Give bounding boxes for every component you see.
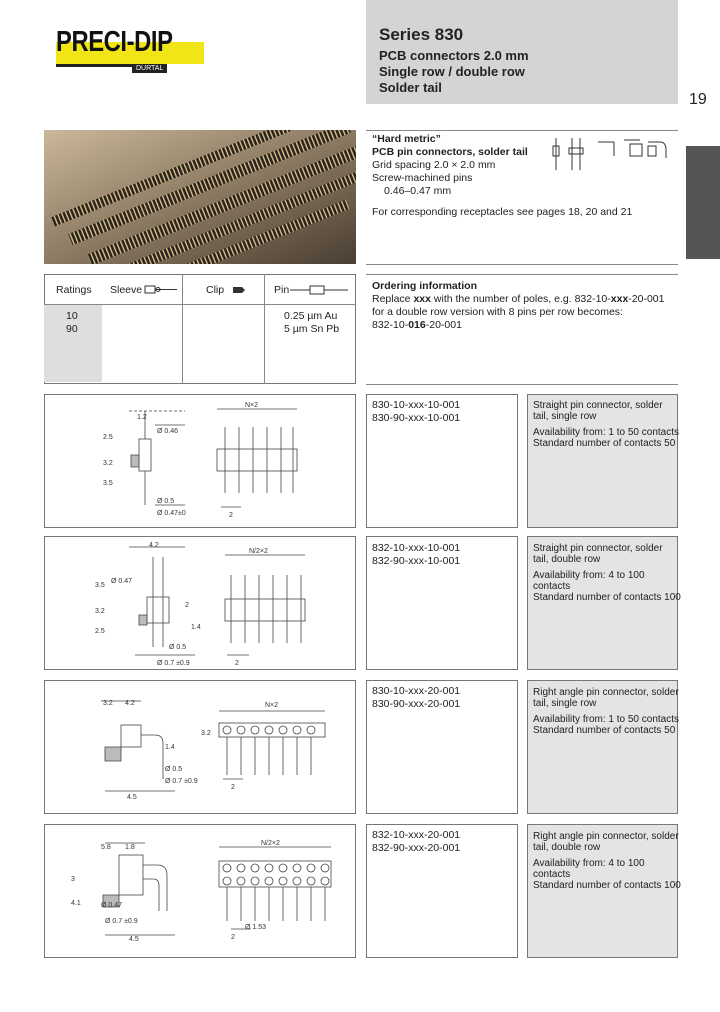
p2-dim-e: Ø 0.5: [169, 644, 187, 651]
intro-subtitle: PCB pin connectors, solder tail: [372, 146, 528, 158]
p4-dim-e: Ø 0.7 ±0.9: [105, 918, 138, 925]
logo-sub: DURTAL: [132, 64, 167, 73]
product-1-desc-2: tail, single row: [533, 411, 597, 422]
header-line-1: PCB connectors 2.0 mm: [379, 48, 529, 63]
p3-dim-c: 1.4: [165, 744, 175, 751]
p1-dim-f: Ø 0.47±0: [157, 510, 186, 517]
logo-underline: [56, 64, 132, 67]
product-2-drawing: [44, 536, 356, 670]
product-1-standard: Standard number of contacts 50: [533, 438, 676, 449]
product-4-part-10: 832-10-xxx-20-001: [372, 829, 461, 841]
product-1-availability: Availability from: 1 to 50 contacts: [533, 427, 679, 438]
p3-dim-f: 4.5: [127, 794, 137, 801]
p3-dim-a: 4.2: [125, 700, 135, 707]
pin-plating-au: 0.25 µm Au: [284, 310, 338, 322]
ordering-line-2: for a double row version with 8 pins per row becomes:: [372, 306, 623, 318]
product-2-availability: Availability from: 4 to 100: [533, 570, 645, 581]
p1-dim-d: Ø 0.5: [157, 498, 175, 505]
p2-dim-top: 4.2: [149, 542, 159, 549]
product-1-part-90: 830-90-xxx-10-001: [372, 412, 461, 424]
product-2-standard: Standard number of contacts 100: [533, 592, 681, 603]
page-number: 19: [689, 91, 707, 108]
p4-dim-top: 5.8: [101, 844, 111, 851]
intro-title: “Hard metric”: [372, 133, 441, 145]
sleeve-header: Sleeve: [110, 284, 143, 296]
pin-icon: [290, 284, 350, 296]
product-4-desc-1: Right angle pin connector, solder: [533, 831, 679, 842]
product-3-desc-2: tail, single row: [533, 698, 597, 709]
p4-dim-a: 1.8: [125, 844, 135, 851]
pin-header: Pin: [274, 284, 290, 296]
p1-dim-b: 3.2: [103, 460, 113, 467]
rating-code-10: 10: [66, 310, 78, 322]
ordering-line-1: Replace xxx with the number of poles, e.g. 832-10-xxx-20-001: [372, 293, 665, 305]
product-3-part-10: 830-10-xxx-20-001: [372, 685, 461, 697]
clip-header: Clip: [206, 284, 225, 296]
intro-grid: Grid spacing 2.0 × 2.0 mm: [372, 159, 496, 171]
product-1-part-10: 830-10-xxx-10-001: [372, 399, 461, 411]
sleeve-icon: [144, 284, 178, 296]
p2-dim-i: 1.4: [191, 624, 201, 631]
logo: PRECI-DIP: [56, 26, 173, 58]
p3-dim-g: 2: [231, 784, 235, 791]
p1-dim-a: 2.5: [103, 434, 113, 441]
ordering-line-3: 832-10-016-20-001: [372, 319, 462, 331]
intro-note: For corresponding receptacles see pages 18, 20 and 21: [372, 206, 633, 218]
product-4-availability-2: contacts: [533, 869, 571, 880]
product-3-drawing: [44, 680, 356, 814]
p4-dim-c: 4.1: [71, 900, 81, 907]
pin-plating-snpb: 5 µm Sn Pb: [284, 323, 340, 335]
p3-dim-h: N×2: [265, 702, 279, 709]
product-4-part-90: 832-90-xxx-20-001: [372, 842, 461, 854]
p2-dim-f: Ø 0.7 ±0.9: [157, 660, 190, 667]
p3-dim-top: 3.2: [103, 700, 113, 707]
header-line-2: Single row / double row: [379, 64, 525, 79]
p3-dim-d: Ø 0.5: [165, 766, 183, 773]
p4-dim-g: 2: [231, 934, 235, 941]
intro-pins: Screw-machined pins: [372, 172, 473, 184]
product-1-desc-1: Straight pin connector, solder: [533, 400, 663, 411]
ordering-title: Ordering information: [372, 280, 477, 292]
p2-dim-c: 2.5: [95, 628, 105, 635]
clip-icon: [232, 285, 246, 295]
p1-dim-c: 3.5: [103, 480, 113, 487]
p2-dim-d: Ø 0.47: [111, 578, 133, 585]
product-4-availability: Availability from: 4 to 100: [533, 858, 645, 869]
p1-dim-g: 2: [229, 512, 233, 519]
p1-dim-e: Ø 0.46: [157, 428, 179, 435]
ratings-header: Ratings: [56, 284, 92, 296]
ordering-bottom-rule: [366, 384, 678, 385]
p2-dim-b: 3.2: [95, 608, 105, 615]
rating-code-90: 90: [66, 323, 78, 335]
pin-variants-icon: [548, 132, 678, 174]
product-photo: [44, 130, 356, 264]
product-4-standard: Standard number of contacts 100: [533, 880, 681, 891]
ordering-top-rule: [366, 274, 678, 275]
product-3-availability: Availability from: 1 to 50 contacts: [533, 714, 679, 725]
product-4-desc-2: tail, double row: [533, 842, 601, 853]
intro-top-rule: [366, 130, 678, 131]
p2-dim-a: 3.5: [95, 582, 105, 589]
p4-dim-b: 3: [71, 876, 75, 883]
intro-diameter: 0.46–0.47 mm: [384, 185, 452, 197]
p3-dim-b: 3.2: [201, 730, 211, 737]
p4-dim-h: N/2×2: [261, 840, 280, 847]
p1-dim-top: 1.2: [137, 414, 147, 421]
product-3-desc-1: Right angle pin connector, solder: [533, 687, 679, 698]
product-2-part-90: 832-90-xxx-10-001: [372, 555, 461, 567]
p3-dim-e: Ø 0.7 ±0.9: [165, 778, 198, 785]
p4-dim-f: 4.5: [129, 936, 139, 943]
product-2-desc-1: Straight pin connector, solder: [533, 543, 663, 554]
product-2-availability-2: contacts: [533, 581, 571, 592]
p2-dim-g: 2: [235, 660, 239, 667]
product-2-desc-2: tail, double row: [533, 554, 601, 565]
p4-dim-i: Ø 1.53: [245, 924, 267, 931]
series-title: Series 830: [379, 25, 464, 44]
header-line-3: Solder tail: [379, 80, 442, 95]
p1-dim-h: N×2: [245, 402, 259, 409]
intro-bottom-rule: [366, 264, 678, 265]
p4-dim-d: Ø 0.47: [101, 902, 123, 909]
product-1-drawing: [44, 394, 356, 528]
p2-dim-h: N/2×2: [249, 548, 268, 555]
product-3-standard: Standard number of contacts 50: [533, 725, 676, 736]
side-tab: [686, 146, 720, 259]
product-4-drawing: [44, 824, 356, 958]
p2-dim-j: 2: [185, 602, 189, 609]
product-2-part-10: 832-10-xxx-10-001: [372, 542, 461, 554]
product-3-part-90: 830-90-xxx-20-001: [372, 698, 461, 710]
